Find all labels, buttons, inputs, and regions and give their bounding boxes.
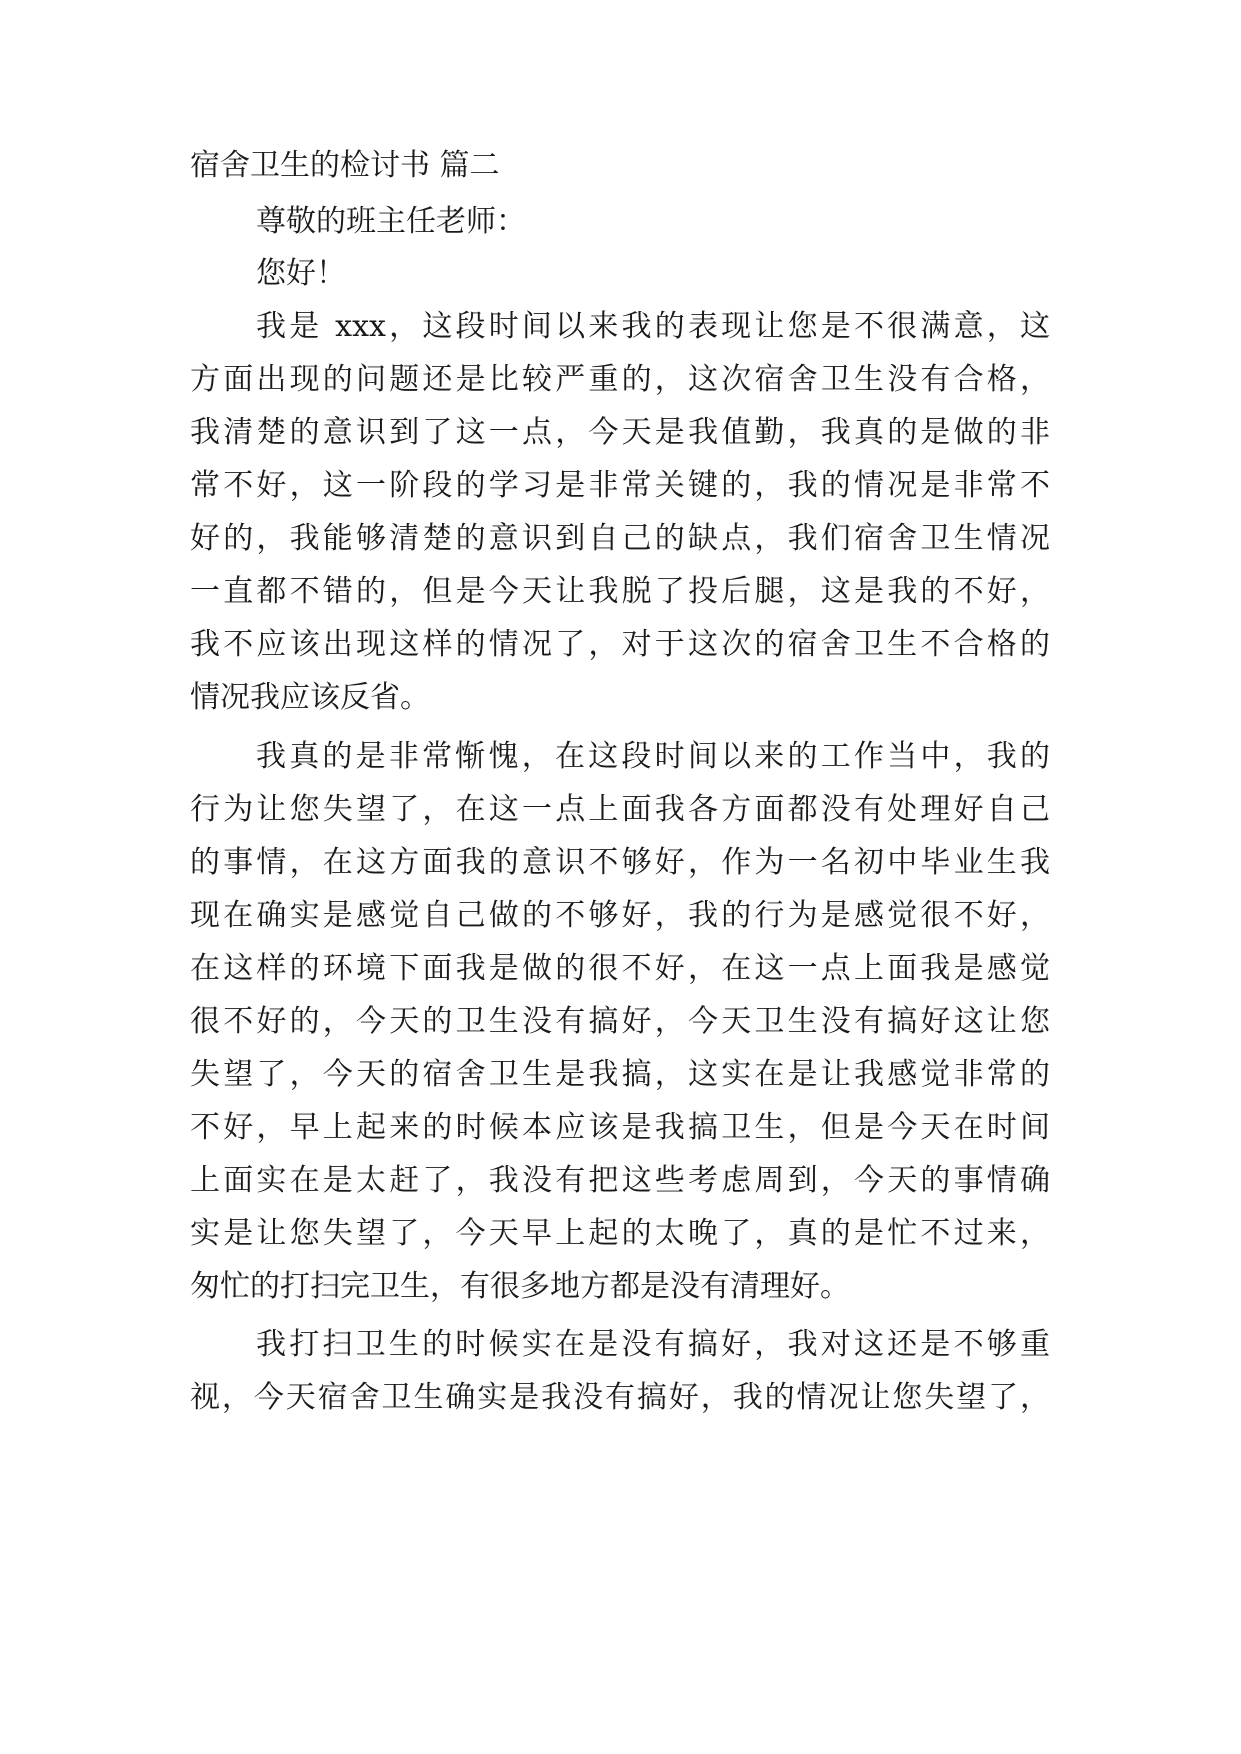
- paragraph-line: 实是让您失望了，今天早上起的太晚了，真的是忙不过来，: [190, 1216, 1050, 1251]
- paragraph-line: 视，今天宿舍卫生确实是我没有搞好，我的情况让您失望了，: [190, 1380, 1050, 1415]
- paragraph-line: 匆忙的打扫完卫生，有很多地方都是没有清理好。: [190, 1269, 850, 1304]
- paragraph-line: 的事情，在这方面我的意识不够好，作为一名初中毕业生我: [190, 845, 1050, 880]
- paragraph-line: 行为让您失望了，在这一点上面我各方面都没有处理好自己: [190, 792, 1050, 827]
- paragraph-line: 不好，早上起来的时候本应该是我搞卫生，但是今天在时间: [190, 1110, 1050, 1145]
- paragraph-line: 失望了，今天的宿舍卫生是我搞，这实在是让我感觉非常的: [190, 1057, 1050, 1092]
- paragraph-line: 我不应该出现这样的情况了，对于这次的宿舍卫生不合格的: [190, 627, 1050, 662]
- paragraph-line: 一直都不错的，但是今天让我脱了投后腿，这是我的不好，: [190, 574, 1050, 609]
- greeting: 尊敬的班主任老师：: [256, 204, 526, 239]
- paragraph-line: 我清楚的意识到了这一点，今天是我值勤，我真的是做的非: [190, 415, 1050, 450]
- paragraph-line: 情况我应该反省。: [190, 680, 430, 715]
- paragraph-line: 在这样的环境下面我是做的很不好，在这一点上面我是感觉: [190, 951, 1050, 986]
- salutation: 您好！: [256, 256, 346, 291]
- paragraph-line: 方面出现的问题还是比较严重的，这次宿舍卫生没有合格，: [190, 362, 1050, 397]
- paragraph-line: 常不好，这一阶段的学习是非常关键的，我的情况是非常不: [190, 468, 1050, 503]
- document-title: 宿舍卫生的检讨书 篇二: [190, 148, 500, 183]
- paragraph-line: 上面实在是太赶了，我没有把这些考虑周到，今天的事情确: [190, 1163, 1050, 1198]
- paragraph-line: 很不好的，今天的卫生没有搞好，今天卫生没有搞好这让您: [190, 1004, 1050, 1039]
- paragraph-line: 好的，我能够清楚的意识到自己的缺点，我们宿舍卫生情况: [190, 521, 1050, 556]
- paragraph-line: 我真的是非常惭愧，在这段时间以来的工作当中，我的: [256, 739, 1050, 774]
- paragraph-line: 我是 xxx，这段时间以来我的表现让您是不很满意，这: [256, 309, 1050, 344]
- paragraph-line: 现在确实是感觉自己做的不够好，我的行为是感觉很不好，: [190, 898, 1050, 933]
- paragraph-line: 我打扫卫生的时候实在是没有搞好，我对这还是不够重: [256, 1327, 1050, 1362]
